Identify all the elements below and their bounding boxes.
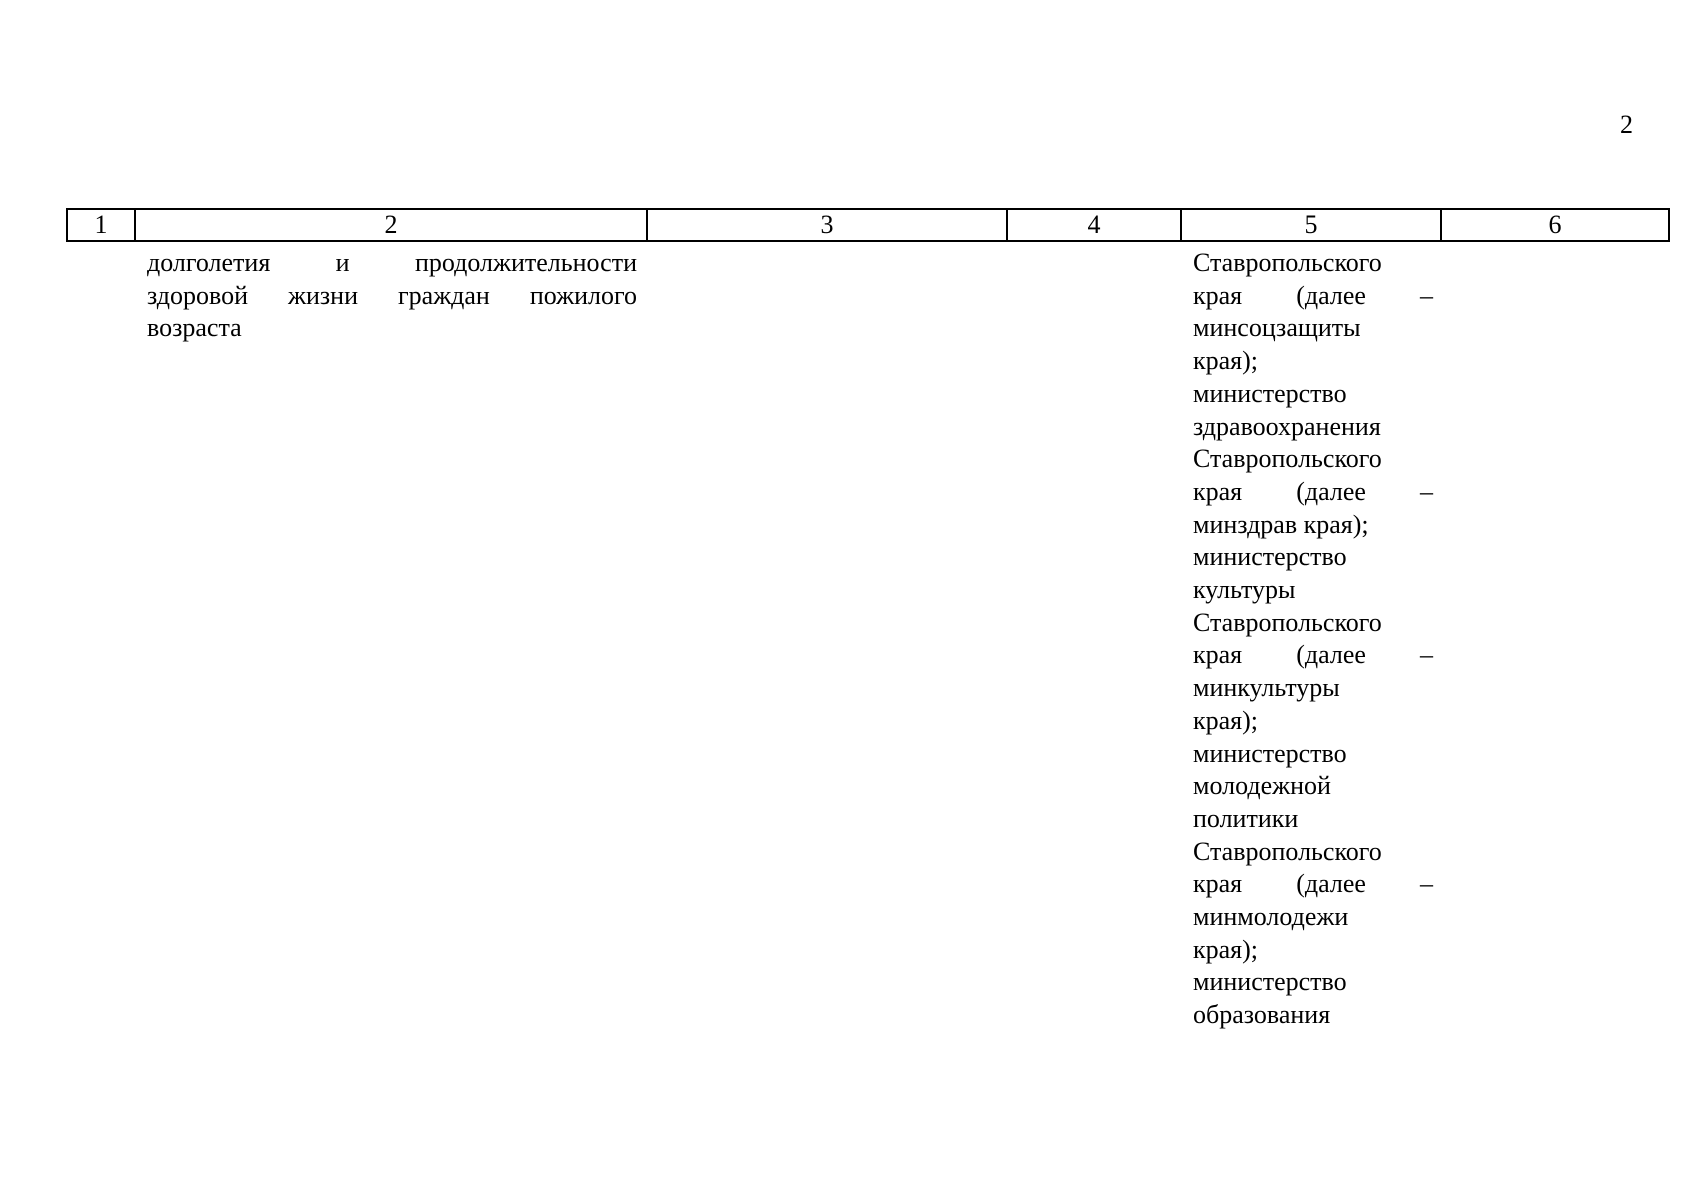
text-line (1193, 312, 1433, 345)
text-line (1193, 378, 1433, 411)
text-line (1193, 280, 1433, 313)
text-word: здоровой (147, 280, 249, 310)
text-line (1193, 574, 1433, 607)
text-word: – (1419, 280, 1433, 310)
text-line (1193, 411, 1433, 444)
text-line (1193, 345, 1433, 378)
column-header-6: 6 (1441, 209, 1669, 241)
text-word: минмолодежи (1193, 902, 1349, 932)
text-word: (далее (1296, 280, 1366, 310)
text-word: министерство (1193, 738, 1347, 768)
text-line (1193, 934, 1433, 967)
text-line (1193, 901, 1433, 934)
text-word: жизни (288, 280, 359, 310)
text-word: минсоцзащиты (1193, 313, 1361, 343)
text-word: края (1193, 476, 1243, 506)
text-word: продолжительности (414, 248, 637, 277)
col5-text (1193, 247, 1433, 1032)
text-word: образования (1193, 1000, 1331, 1030)
text-word: политики (1193, 803, 1299, 833)
text-word: (далее (1296, 476, 1366, 506)
text-word: – (1419, 476, 1433, 506)
text-line (1193, 738, 1433, 771)
text-line (147, 312, 637, 345)
text-word: молодежной (1193, 771, 1331, 801)
text-word: края (1193, 280, 1243, 310)
text-word: долголетия (147, 248, 271, 277)
table-row (67, 241, 1669, 1032)
cell-col4 (1007, 241, 1181, 1032)
text-word: – (1419, 640, 1433, 670)
text-word: Ставропольского (1193, 607, 1382, 637)
text-line (1193, 639, 1433, 672)
text-word: (далее (1296, 869, 1366, 899)
text-line (147, 280, 637, 313)
text-line (1193, 803, 1433, 836)
text-word: минкультуры (1193, 673, 1340, 703)
document-table (66, 208, 1670, 1032)
text-word: Ставропольского (1193, 248, 1382, 277)
text-word: (далее (1296, 640, 1366, 670)
text-line (1193, 999, 1433, 1032)
text-line (1193, 541, 1433, 574)
text-word: граждан (398, 280, 490, 310)
text-word: минздрав края); (1193, 509, 1369, 539)
column-header-2: 2 (135, 209, 647, 241)
column-header-5: 5 (1181, 209, 1441, 241)
cell-col6 (1441, 241, 1669, 1032)
text-word: края (1193, 869, 1243, 899)
text-word: края); (1193, 934, 1259, 964)
column-header-4: 4 (1007, 209, 1181, 241)
text-word: министерство (1193, 378, 1347, 408)
text-word: Ставропольского (1193, 444, 1382, 474)
cell-col3 (647, 241, 1007, 1032)
text-word: пожилого (529, 280, 637, 310)
text-line (1193, 672, 1433, 705)
column-header-3: 3 (647, 209, 1007, 241)
text-line (1193, 770, 1433, 803)
text-word: края (1193, 640, 1243, 670)
column-header-1: 1 (67, 209, 135, 241)
text-word: министерство (1193, 967, 1347, 997)
text-line (1193, 705, 1433, 738)
table-header-row (67, 209, 1669, 241)
col2-text (147, 247, 637, 345)
cell-col5 (1181, 241, 1441, 1032)
text-word: культуры (1193, 575, 1296, 605)
cell-col1 (67, 241, 135, 1032)
text-line (1193, 247, 1433, 280)
text-word: края); (1193, 705, 1259, 735)
text-word: края); (1193, 346, 1259, 376)
text-word: Ставропольского (1193, 836, 1382, 866)
text-line (1193, 966, 1433, 999)
text-word: возраста (147, 313, 242, 343)
text-line (1193, 509, 1433, 542)
cell-col2 (135, 241, 647, 1032)
text-line (1193, 836, 1433, 869)
text-line (147, 247, 637, 280)
text-line (1193, 476, 1433, 509)
text-line (1193, 868, 1433, 901)
text-word: министерство (1193, 542, 1347, 572)
text-word: здравоохранения (1193, 411, 1381, 441)
text-line (1193, 443, 1433, 476)
text-word: и (335, 248, 350, 277)
page-number: 2 (1620, 110, 1633, 139)
text-line (1193, 607, 1433, 640)
text-word: – (1419, 869, 1433, 899)
